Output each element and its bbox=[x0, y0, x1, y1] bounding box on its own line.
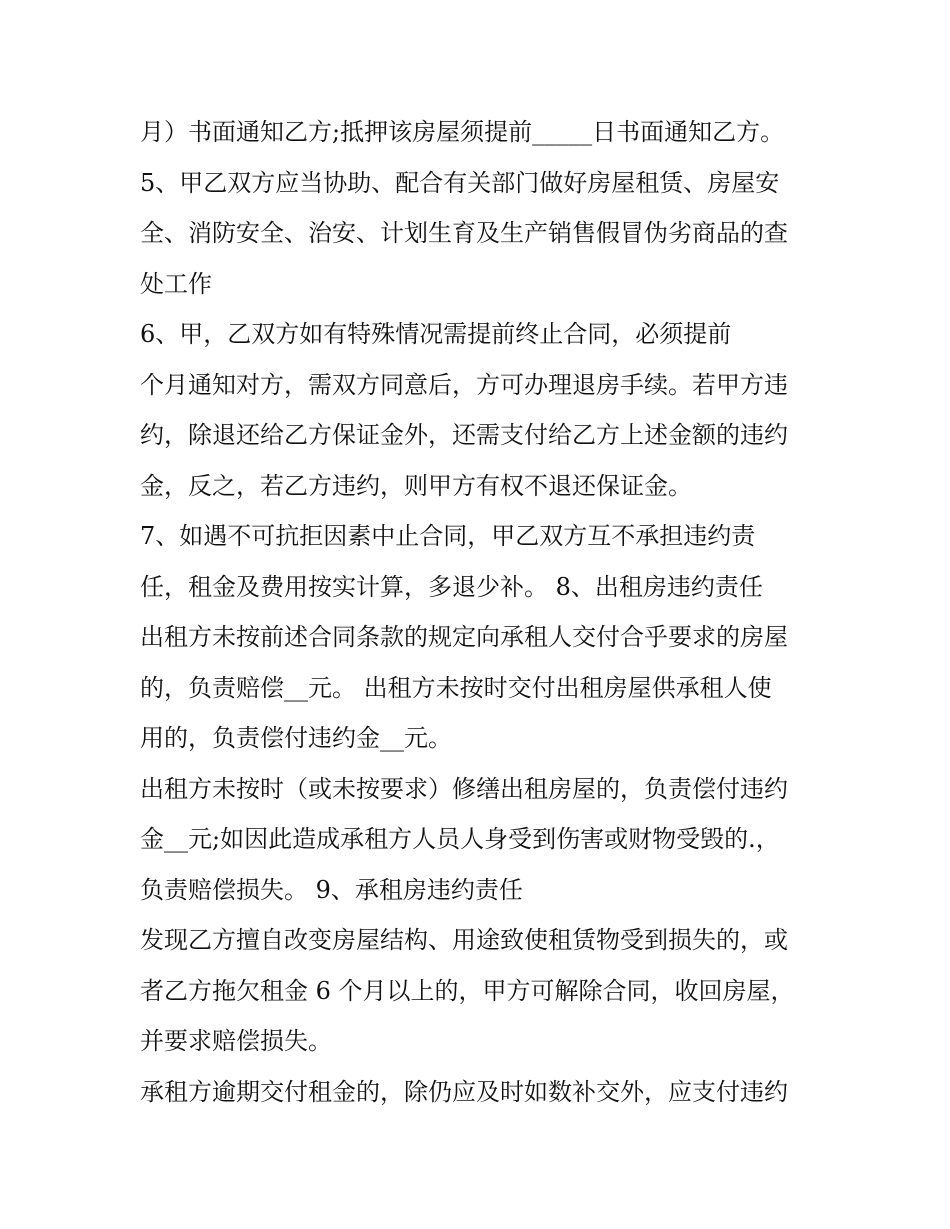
text-line-16: 负责赔偿损失。 9、承租房违约责任 bbox=[140, 875, 523, 904]
text-line-2: 5、甲乙双方应当协助、配合有关部门做好房屋租赁、房屋安 bbox=[140, 168, 780, 197]
text-line-6: 个月通知对方，需双方同意后，方可办理退房手续。若甲方违 bbox=[140, 370, 788, 399]
text-line-13: 用的，负责偿付违约金__元。 bbox=[140, 724, 452, 752]
text-line-7: 约，除退还给乙方保证金外，还需支付给乙方上述金额的违约 bbox=[140, 421, 788, 449]
text-line-20: 承租方逾期交付租金的，除仍应及时如数补交外，应支付违约 bbox=[140, 1077, 788, 1106]
text-line-5: 6、甲，乙双方如有特殊情况需提前终止合同，必须提前 bbox=[140, 320, 732, 348]
text-line-10: 任，租金及费用按实计算，多退少补。 8、出租房违约责任 bbox=[140, 572, 763, 601]
text-line-3: 全、消防安全、治安、计划生育及生产销售假冒伪劣商品的查 bbox=[140, 219, 788, 247]
text-line-15: 金__元;如因此造成承租方人员人身受到伤害或财物受毁的.， bbox=[140, 825, 780, 853]
text-line-1: 月）书面通知乙方;抵押该房屋须提前_____日书面通知乙方。 bbox=[140, 118, 785, 146]
text-line-18: 者乙方拖欠租金 6 个月以上的，甲方可解除合同，收回房屋， bbox=[140, 976, 795, 1005]
text-line-9: 7、如遇不可抗拒因素中止合同，甲乙双方互不承担违约责 bbox=[140, 522, 756, 550]
text-line-19: 并要求赔偿损失。 bbox=[140, 1027, 332, 1055]
contract-body-text bbox=[140, 107, 830, 1117]
text-line-4: 处工作 bbox=[140, 269, 212, 298]
text-line-12: 的，负责赔偿__元。 出租方未按时交付出租房屋供承租人使 bbox=[140, 673, 772, 702]
text-line-8: 金，反之，若乙方违约，则甲方有权不退还保证金。 bbox=[140, 471, 692, 500]
text-line-14: 出租方未按时（或未按要求）修缮出租房屋的，负责偿付违约 bbox=[140, 774, 788, 803]
text-line-11: 出租方未按前述合同条款的规定向承租人交付合乎要求的房屋 bbox=[140, 623, 788, 651]
text-line-17: 发现乙方擅自改变房屋结构、用途致使租赁物受到损失的，或 bbox=[140, 926, 788, 954]
